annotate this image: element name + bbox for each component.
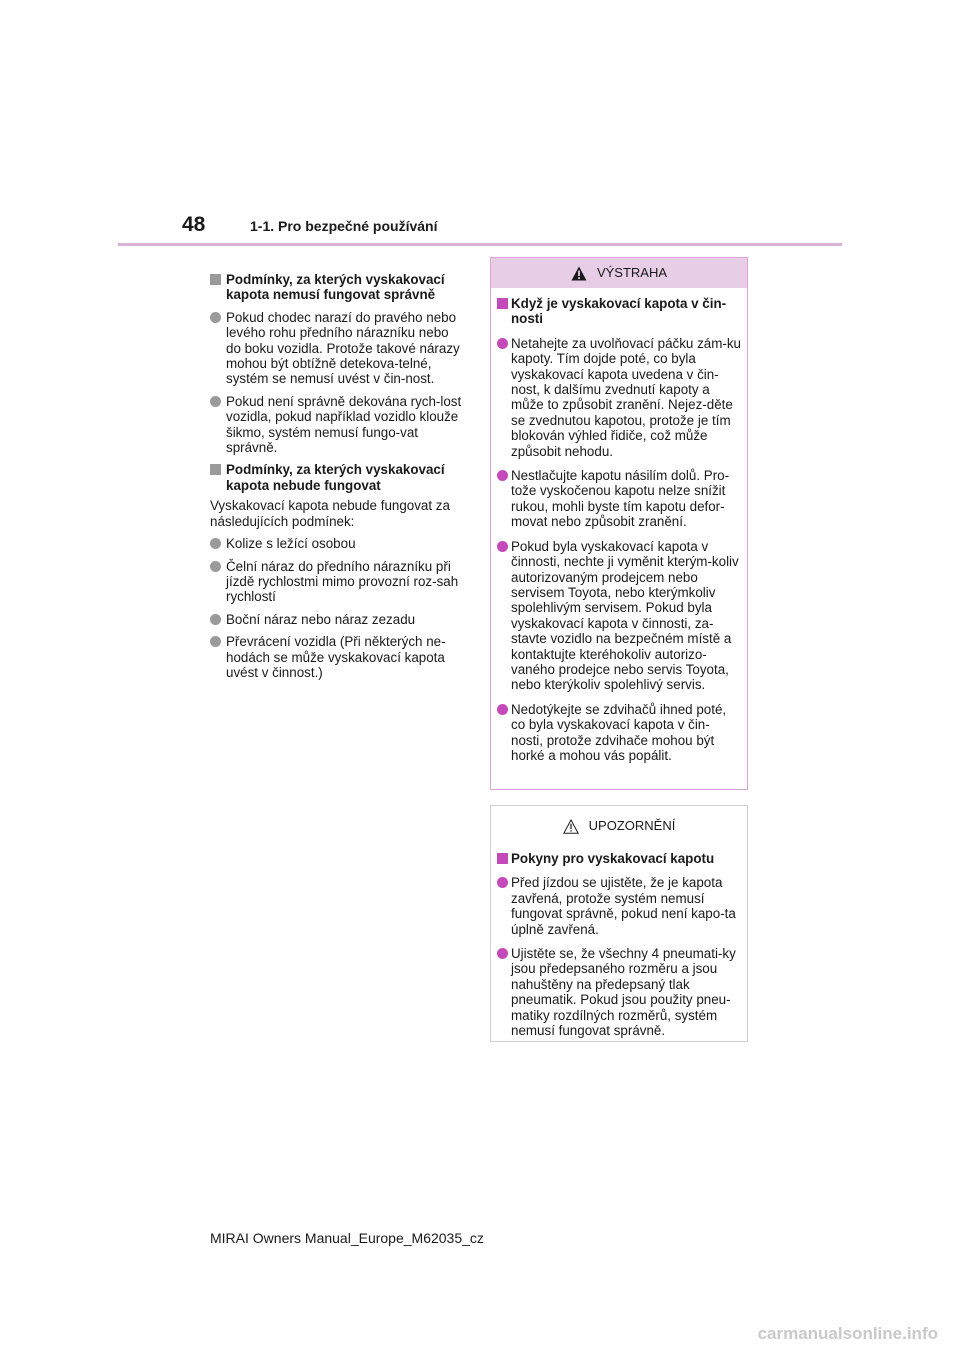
subheading-conditions-may-not-work: Podmínky, za kterých vyskakovací kapota nemusí fungovat správně xyxy=(210,272,466,303)
list-item: Kolize s ležící osobou xyxy=(210,536,466,551)
list-item: Pokud byla vyskakovací kapota v činnosti, nechte ji vyměnit kterým-koliv autorizovaným prodejcem nebo servisem Toyota, nebo kterýmkoliv spolehlivým servisem. Pokud byla vyskakovací kapota v činnosti, za-stavte vozidlo na bezpečném místě a kontaktujte kteréhokoliv autorizo-vaného prodejce nebo servis Toyota, nebo kterýkoliv spolehlivý servis. xyxy=(497,539,741,693)
footer-doc-id: MIRAI Owners Manual_Europe_M62035_cz xyxy=(210,1230,484,1246)
subheading-conditions-will-not-work: Podmínky, za kterých vyskakovací kapota nebude fungovat xyxy=(210,462,466,493)
main-column xyxy=(210,272,466,687)
round-bullet-icon xyxy=(210,396,221,407)
warning-body xyxy=(491,288,747,763)
warning-title: VÝSTRAHA xyxy=(596,265,668,281)
list-item: Před jízdou se ujistěte, že je kapota zavřená, protože systém nemusí fungovat správně, pokud není kapo-ta úplně zavřená. xyxy=(497,875,741,937)
round-bullet-icon xyxy=(210,636,221,647)
caution-box xyxy=(490,805,748,1042)
caution-header xyxy=(491,809,747,843)
warning-header xyxy=(491,258,747,288)
round-bullet-icon xyxy=(497,541,508,552)
warning-triangle-icon xyxy=(571,266,587,281)
warning-box xyxy=(490,257,748,790)
square-bullet-icon xyxy=(210,274,221,285)
caution-triangle-icon xyxy=(563,819,579,834)
round-bullet-icon xyxy=(497,877,508,888)
round-bullet-icon xyxy=(497,704,508,715)
list-item: Čelní náraz do předního nárazníku při jízdě rychlostmi mimo provozní roz-sah rychlostí xyxy=(210,559,466,605)
page-number: 48 xyxy=(182,213,206,236)
list-item: Nestlačujte kapotu násilím dolů. Pro-tože vyskočenou kapotu nelze snížit rukou, mohli byste tím kapotu defor-movat nebo způsobit zranění. xyxy=(497,468,741,530)
list-item: Pokud není správně dekována rych-lost vozidla, pokud například vozidlo klouže šikmo, systém nemusí fungo-vat správně. xyxy=(210,394,466,456)
round-bullet-icon xyxy=(210,312,221,323)
list-item: Boční náraz nebo náraz zezadu xyxy=(210,612,466,627)
caution-body xyxy=(491,843,747,1038)
intro-paragraph: Vyskakovací kapota nebude fungovat za následujících podmínek: xyxy=(210,498,450,529)
warning-subheading: Když je vyskakovací kapota v čin-nosti xyxy=(497,296,741,327)
list-item: Ujistěte se, že všechny 4 pneumati-ky jsou předepsaného rozměru a jsou nahuštěny na předepsaný tlak pneumatik. Pokud jsou použity pneu-matiky rozdílných rozměrů, systém nemusí fungovat správně. xyxy=(497,946,741,1038)
square-bullet-icon xyxy=(497,853,508,864)
watermark: carmanualsonline.info xyxy=(757,1324,938,1343)
list-item: Netahejte za uvolňovací páčku zám-ku kapoty. Tím dojde poté, co byla vyskakovací kapota uvedena v čin-nost, k dalšímu zvednutí kapoty a může to způsobit zranění. Nejez-děte se zvednutou kapotou, protože je tím blokován výhled řidiče, což může způsobit nehodu. xyxy=(497,336,741,459)
header-divider xyxy=(118,243,842,246)
round-bullet-icon xyxy=(497,338,508,349)
list-item: Převrácení vozidla (Při některých ne-hodách se může vyskakovací kapota uvést v činnost.) xyxy=(210,634,466,680)
square-bullet-icon xyxy=(210,464,221,475)
round-bullet-icon xyxy=(497,948,508,959)
caution-title: UPOZORNĚNÍ xyxy=(588,818,676,834)
round-bullet-icon xyxy=(497,470,508,481)
round-bullet-icon xyxy=(210,561,221,572)
list-item: Pokud chodec narazí do pravého nebo levého rohu předního nárazníku nebo do boku vozidla. Protože takové nárazy mohou být obtížně detekova-telné, systém se nemusí uvést v čin-nost. xyxy=(210,310,466,387)
square-bullet-icon xyxy=(497,298,508,309)
list-item: Nedotýkejte se zdvihačů ihned poté, co byla vyskakovací kapota v čin-nosti, protože zdvihače mohou být horké a mohou vás popálit. xyxy=(497,702,741,764)
round-bullet-icon xyxy=(210,614,221,625)
section-title: 1-1. Pro bezpečné používání xyxy=(250,218,438,234)
caution-subheading: Pokyny pro vyskakovací kapotu xyxy=(497,851,741,866)
round-bullet-icon xyxy=(210,538,221,549)
